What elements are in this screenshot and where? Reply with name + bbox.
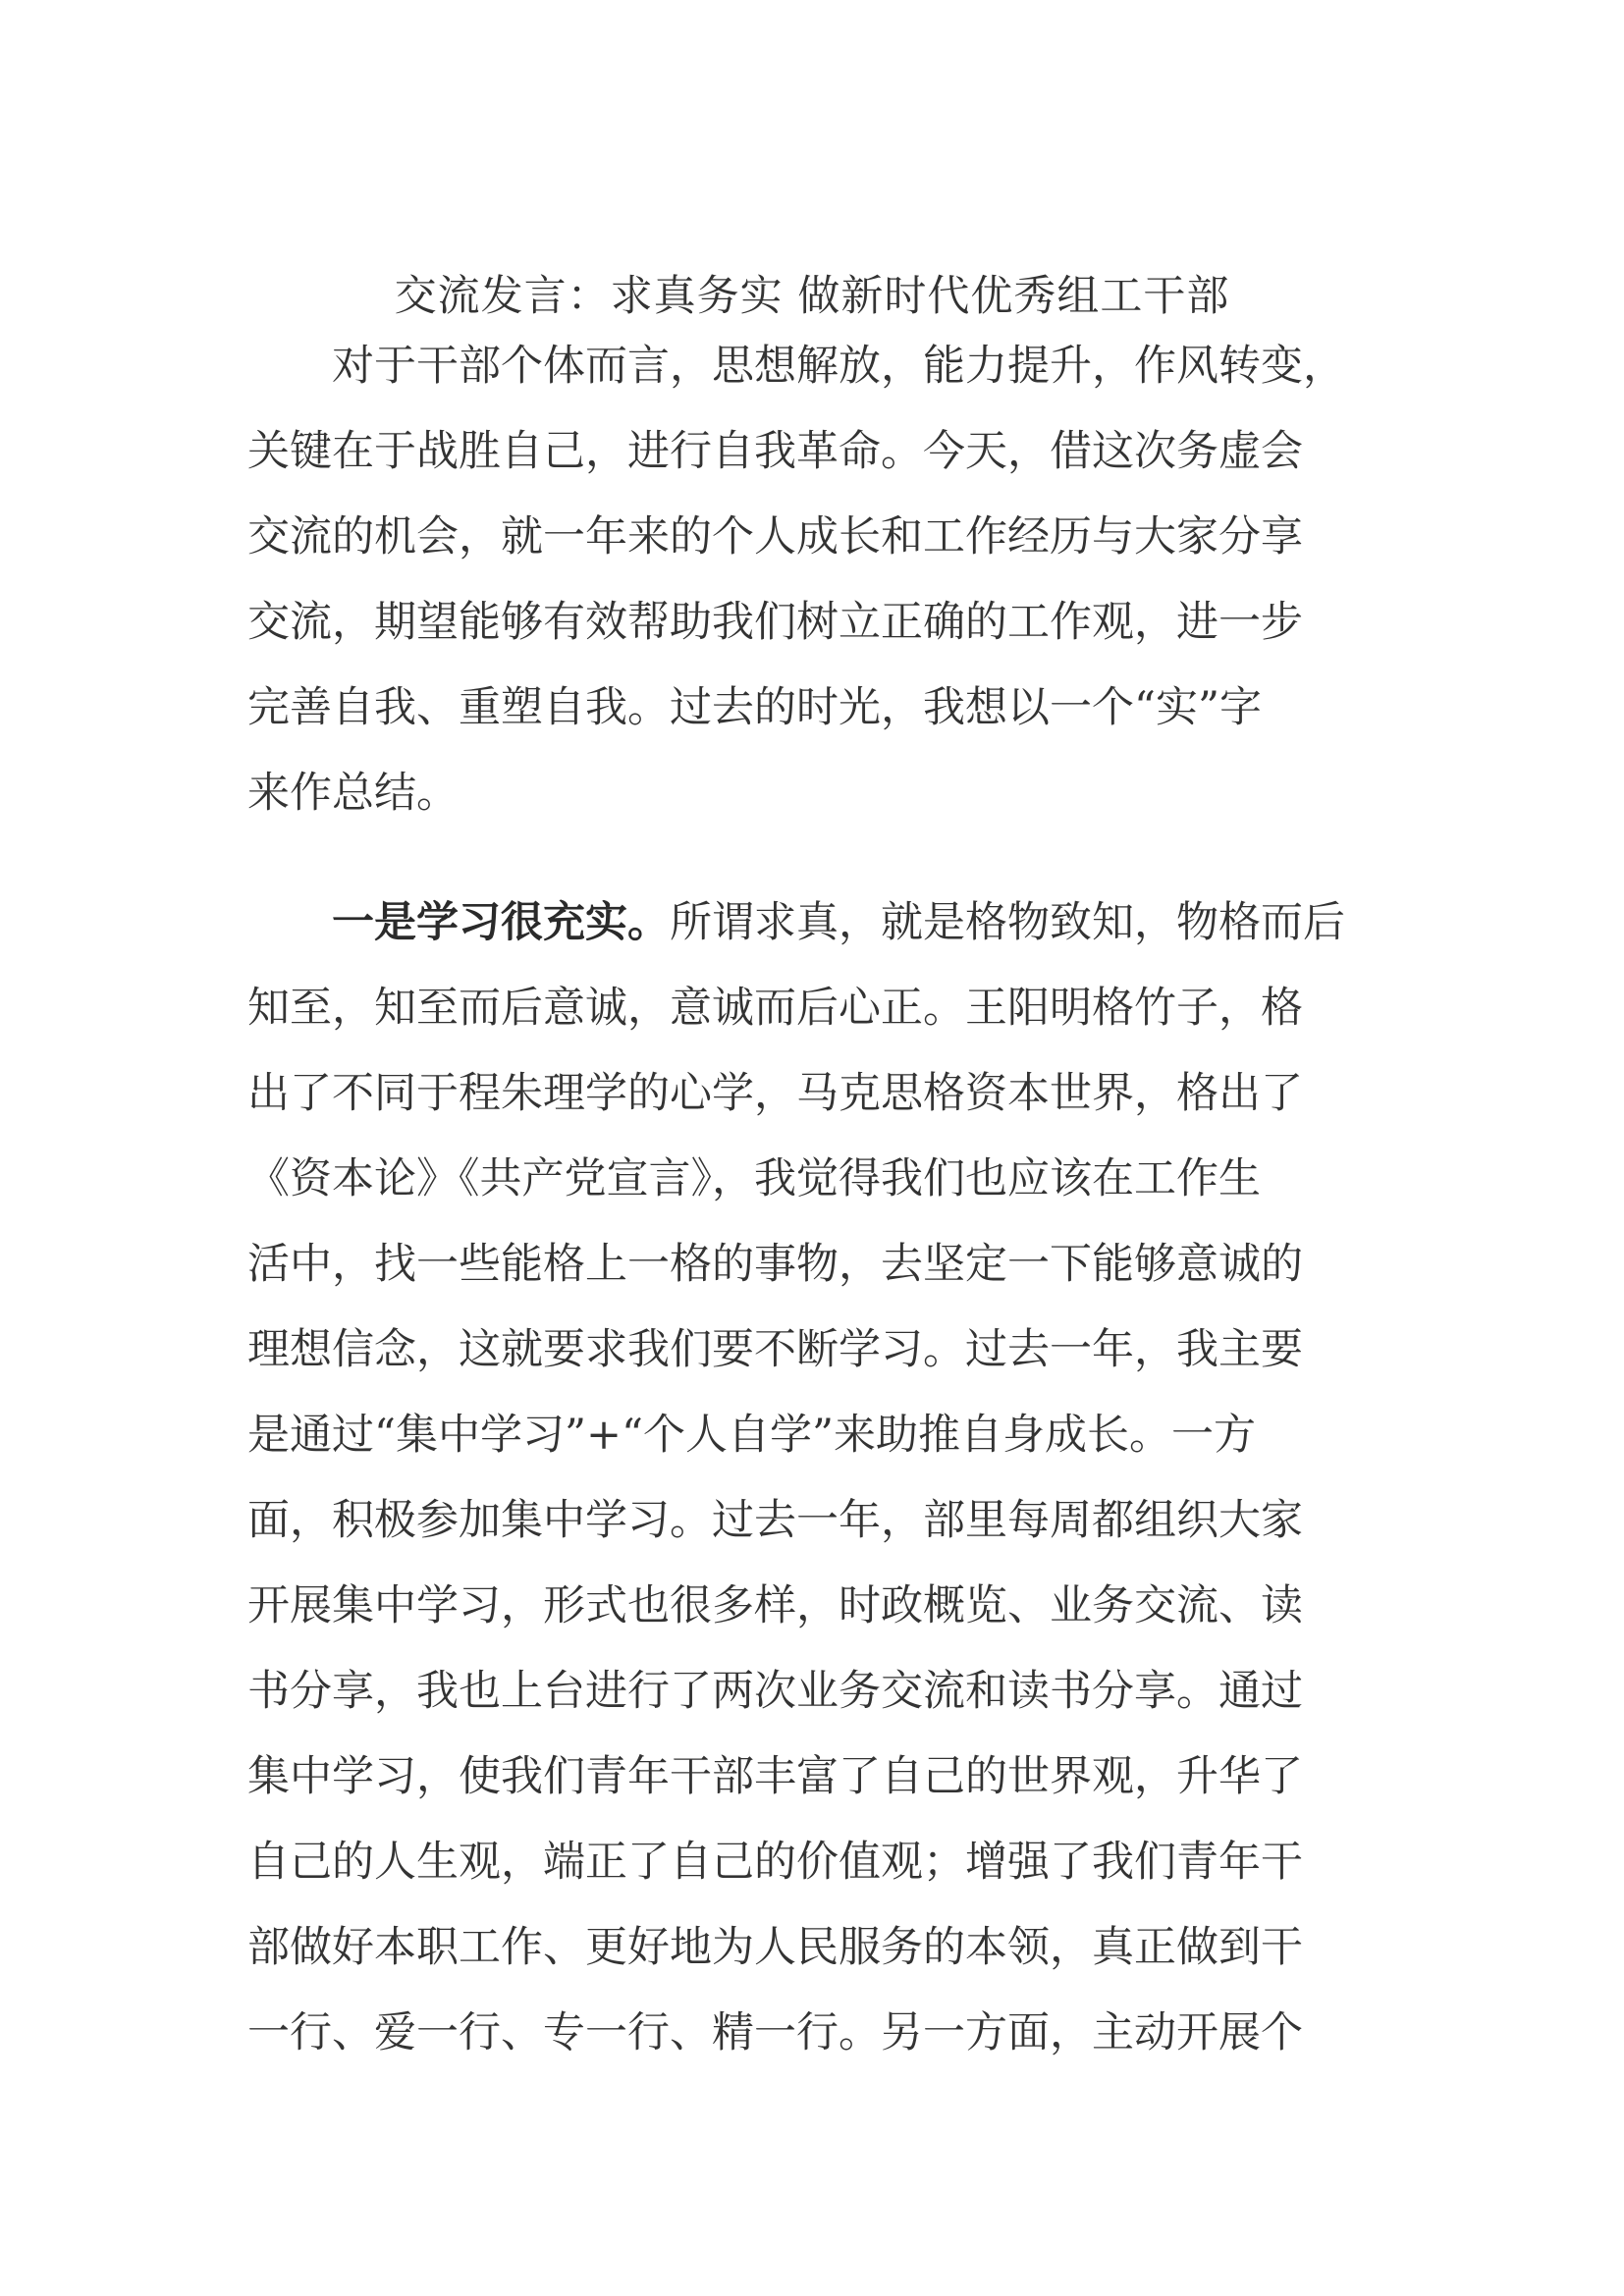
paragraph-study [247,881,1377,2076]
paragraph-line: 开展集中学习，形式也很多样，时政概览、业务交流、读 [247,1581,1303,1630]
paragraph-line: 知至，知至而后意诚，意诚而后心正。王阳明格竹子，格 [247,984,1303,1033]
paragraph-line: 关键在于战胜自己，进行自我革命。今天，借这次务虚会 [247,427,1303,476]
paragraph-intro [247,324,1377,836]
paragraph-line: 《资本论》《共产党宣言》，我觉得我们也应该在工作生 [247,1154,1261,1203]
paragraph-line: 出了不同于程朱理学的心学，马克思格资本世界，格出了 [247,1069,1303,1118]
paragraph-line: 一行、爱一行、专一行、精一行。另一方面，主动开展个 [247,2008,1303,2057]
document-title: 交流发言：求真务实 做新时代优秀组工干部 [394,272,1230,321]
paragraph-line: 面，积极参加集中学习。过去一年，部里每周都组织大家 [247,1496,1303,1545]
paragraph-first-line [247,881,1377,966]
paragraph-line-rest: 所谓求真，就是格物致知，物格而后 [670,898,1345,947]
paragraph-line: 完善自我、重塑自我。过去的时光，我想以一个“实”字 [247,683,1262,732]
paragraph-line: 自己的人生观，端正了自己的价值观；增强了我们青年干 [247,1838,1303,1887]
paragraph-line: 交流的机会，就一年来的个人成长和工作经历与大家分享 [247,512,1303,561]
section-heading: 一是学习很充实。 [332,898,670,947]
paragraph-line: 是通过“集中学习”+“个人自学”来助推自身成长。一方 [247,1411,1256,1460]
paragraph-line: 对于干部个体而言，思想解放，能力提升，作风转变， [247,342,1345,391]
paragraph-line: 交流，期望能够有效帮助我们树立正确的工作观，进一步 [247,598,1303,647]
paragraph-line: 部做好本职工作、更好地为人民服务的本领，真正做到干 [247,1923,1303,1972]
paragraph-line: 活中，找一些能格上一格的事物，去坚定一下能够意诚的 [247,1240,1303,1289]
paragraph-line: 理想信念，这就要求我们要不断学习。过去一年，我主要 [247,1325,1303,1374]
paragraph-line: 书分享，我也上台进行了两次业务交流和读书分享。通过 [247,1667,1303,1716]
paragraph-line: 来作总结。 [247,769,459,818]
paragraph-line: 集中学习，使我们青年干部丰富了自己的世界观，升华了 [247,1752,1303,1801]
